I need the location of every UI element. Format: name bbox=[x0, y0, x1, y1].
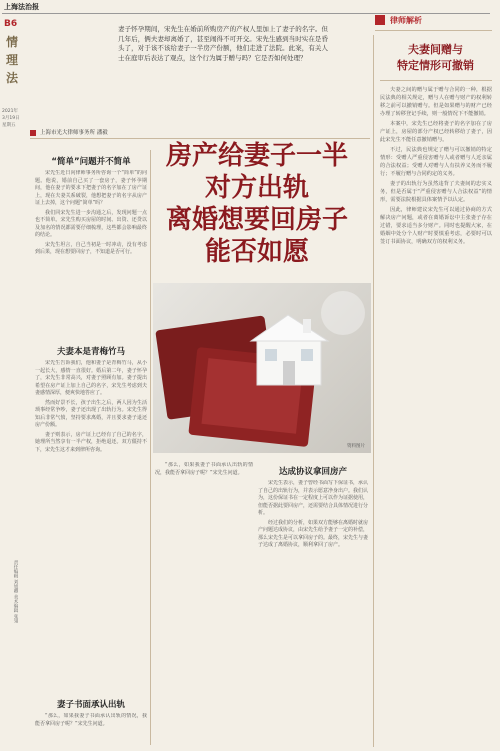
s4-para-1: 宋先生表示，妻子曾经书面写下保证书，承认了自己的出轨行为，并表示愿意净身出户。我们认为，这份保证书在一定程度上可以作为证据使用，但能否据此要回房产，还需要结合具体情况进行分析。 bbox=[258, 480, 368, 516]
byline-rule bbox=[30, 138, 370, 139]
s2-title: 夫妻本是青梅竹马 bbox=[56, 347, 125, 357]
s2-body bbox=[35, 360, 147, 690]
s1-para-2: 我们同宋先生进一步沟通之后，发现问题一点也不简单。宋先生购买房屋的时间、出资、还贷以及加名的情况都需要仔细梳理，这些都会影响最终的结论。 bbox=[35, 209, 147, 238]
house-on-documents-image bbox=[153, 283, 371, 453]
right-para-1: 夫妻之间的赠与属于赠与合同的一种，根据民法典的相关规定，赠与人在赠与财产的权利转移之前可以撤销赠与。但是如果赠与的财产已经办理了转移登记手续，则一般情况下不能撤销。 bbox=[380, 87, 492, 117]
weekday: 星期五 bbox=[2, 123, 16, 128]
s3-title: 妻子书面承认出轨 bbox=[56, 700, 125, 710]
s4-body bbox=[258, 480, 368, 747]
s3-para-1: “那么，如果我妻子书面承认出轨的情况，我能否拿回房子呢？”宋先生问道。 bbox=[35, 713, 147, 727]
date-line-2: 3月19日 bbox=[2, 116, 20, 121]
label-marker bbox=[375, 15, 385, 25]
section-name: 情理法 bbox=[6, 35, 19, 85]
masthead-rule bbox=[2, 13, 490, 14]
right-title-line-1: 夫妻间赠与 bbox=[408, 43, 463, 56]
headline-line-4: 能否如愿 bbox=[204, 237, 309, 267]
headline bbox=[152, 140, 362, 268]
s1-para-3: 宋先生坦言，自己当初是一时冲动，没有考虑到后果，现在想要回房子，不知道是否可行。 bbox=[35, 241, 147, 255]
editors: 责任编辑 刘旭卿 美术编辑 张翎 bbox=[13, 560, 18, 623]
s3-continued bbox=[155, 462, 253, 747]
headline-line-1: 房产给妻子一半 bbox=[165, 141, 348, 171]
right-para-3: 不过，民法典也规定了赠与可以撤销的特定情形：受赠人严重侵害赠与人或者赠与人近亲属的合法权益；受赠人对赠与人有扶养义务而不履行；不履行赠与合同约定的义务。 bbox=[380, 147, 492, 177]
s1-para-1: 宋先生近日向律师事务所咨询一个“简单”的问题。他说，婚前自己买了一套房子，妻子怀孕期间，他在妻子的要求下把妻子的名字加在了房产证上，现在夫妻关系破裂，他想把妻子的名字从房产证上去掉，这个问题“简单”吗？ bbox=[35, 170, 147, 206]
illustration bbox=[153, 283, 371, 453]
s1-body bbox=[35, 170, 147, 340]
col-divider-1 bbox=[150, 150, 151, 745]
right-title-rule bbox=[380, 80, 492, 81]
section-code: B6 bbox=[4, 19, 18, 29]
right-para-2: 本案中，宋先生已经将妻子的名字加在了房产证上，房屋的部分产权已经转移给了妻子，因此宋先生不能任意撤销赠与。 bbox=[380, 121, 492, 143]
byline: 上海市光大律师事务所 潘毅 bbox=[40, 130, 108, 136]
top-right-label: 律师解析 bbox=[390, 16, 422, 25]
right-para-5: 因此，律师建议宋先生可以通过协商的方式解决房产问题，或者在离婚诉讼中主张妻子存在过错，要求适当多分财产。同时也提醒大家，在婚姻中处分个人财产时要慎重考虑，必要时可以签订书面协议，明确双方的权利义务。 bbox=[380, 207, 492, 245]
s2-para-3: 妻子则表示，房产证上已经有了自己的名字，她理所当然享有一半产权，拒绝退还。双方僵持不下，宋先生这才来到律所咨询。 bbox=[35, 431, 147, 453]
col-divider-2 bbox=[373, 35, 374, 747]
right-title bbox=[378, 42, 493, 74]
masthead-paper: 上海法治报 bbox=[4, 3, 39, 11]
s2-para-1: 宋先生告诉我们，他和妻子是青梅竹马，从小一起长大，感情一直很好。婚后第二年，妻子怀孕了，宋先生非常高兴，对妻子照顾有加。妻子提出希望在房产证上加上自己的名字，宋先生考虑到夫妻感情深厚，便爽快地答应了。 bbox=[35, 360, 147, 396]
label-rule bbox=[375, 30, 492, 31]
s2-para-2: 然而好景不长，孩子出生之后，两人因为生活琐事经常争吵，妻子还出现了出轨行为。宋先生得知后非常气愤，坚持要求离婚，并且要求妻子退还房产份额。 bbox=[35, 399, 147, 428]
image-credit: 资料图片 bbox=[347, 444, 365, 449]
right-title-line-2: 特定情形可撤销 bbox=[397, 59, 474, 72]
headline-line-3: 离婚想要回房子 bbox=[165, 205, 348, 235]
right-body bbox=[380, 86, 492, 748]
s4-title: 达成协议拿回房产 bbox=[278, 467, 347, 477]
s4-para-2: 经过我们的分析，如果双方能够在离婚时就房产问题达成协议，由宋先生给予妻子一定的补偿，那么宋先生是可以拿回房子的。最终，宋先生与妻子达成了离婚协议，顺利拿回了房产。 bbox=[258, 519, 368, 548]
intro-text: 妻子怀孕期间，宋先生在婚前所购房产的产权人里加上了妻子的名字。但几年后，俩夫妻却离婚了，甚至闹得不可开交。宋先生感到当时实在是昏头了，对于该不该给妻子一半房产份额，他们走进了法院。此案，有关人士在庭审后表达了观点，这个行为属于赠与吗？它是否如何处理？ bbox=[118, 25, 328, 62]
byline-marker bbox=[30, 130, 36, 136]
date-line: 2021年 bbox=[2, 109, 18, 114]
right-para-4: 妻子的出轨行为虽然违背了夫妻间的忠实义务，但是否属于“严重侵害赠与人合法权益”的情形，需要法院根据具体案情予以认定。 bbox=[380, 181, 492, 203]
s3-para-1-continued: “那么，如果我妻子书面承认出轨的情况，我能否拿回房子呢？”宋先生问道。 bbox=[155, 462, 253, 476]
s3-body bbox=[35, 713, 147, 747]
s1-title: “简单”问题并不简单 bbox=[51, 157, 131, 167]
headline-line-2: 对方出轨 bbox=[204, 173, 309, 203]
